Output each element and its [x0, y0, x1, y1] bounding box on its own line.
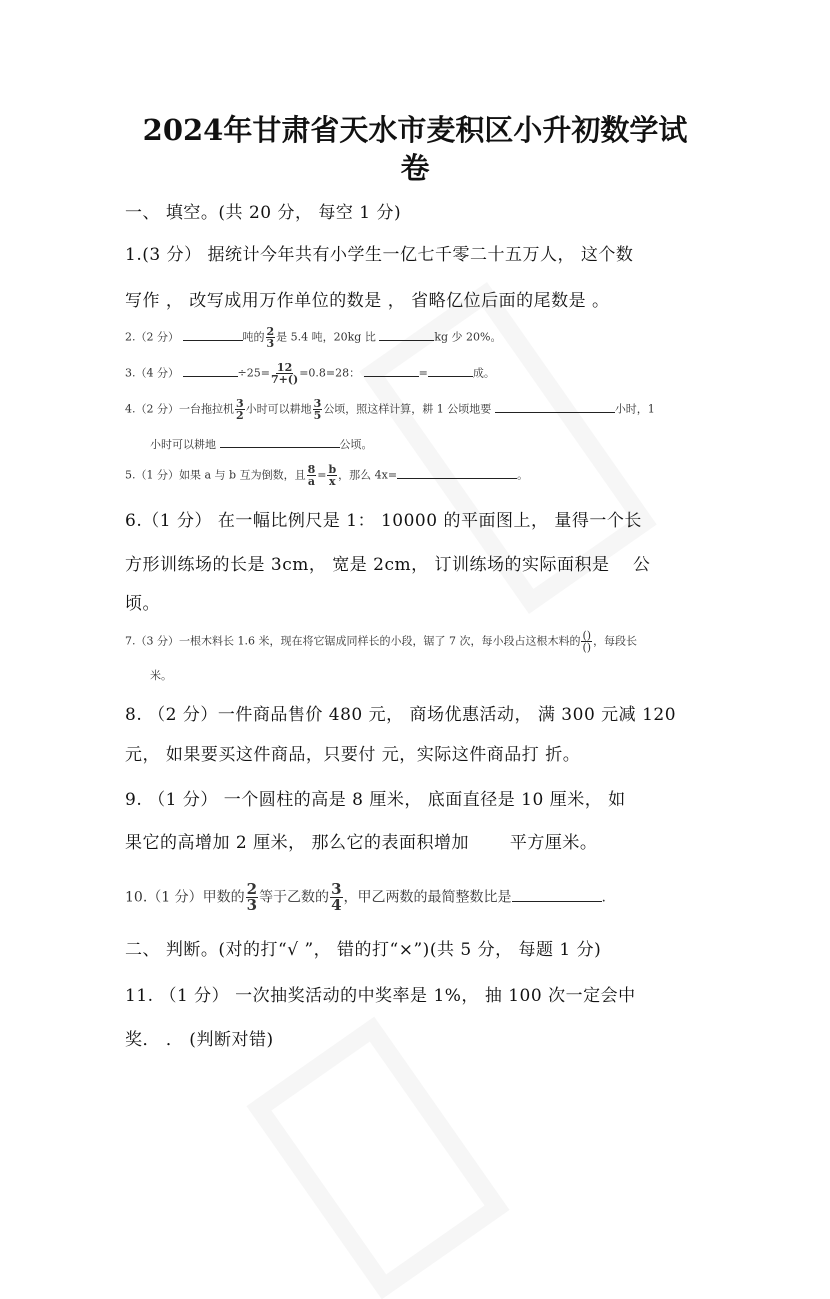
q7-text: 7.（3 分）一根木料长 1.6 米，现在将它锯成同样长的小段，锯了 7 次，每小段占这根木料的	[125, 634, 581, 648]
question-3	[125, 362, 495, 385]
question-9-line1: 9. （1 分） 一个圆柱的高是 8 厘米， 底面直径是 10 厘米， 如	[125, 790, 626, 810]
q2-text: kg 少 20%。	[434, 330, 502, 344]
answer-blank[interactable]	[220, 437, 340, 448]
fraction	[313, 398, 323, 421]
fraction	[307, 464, 317, 487]
question-7-line1	[125, 630, 637, 653]
fraction	[246, 882, 258, 913]
q4-text: 小时可以耕地	[150, 438, 216, 451]
answer-blank[interactable]	[512, 891, 602, 902]
fraction	[330, 882, 342, 913]
page-title-cont: 卷	[400, 151, 430, 185]
question-9-line2: 果它的高增加 2 厘米， 那么它的表面积增加 平方厘米。	[125, 833, 598, 853]
numerator: 3	[331, 880, 342, 898]
question-1-line2: 写作 ， 改写成用万作单位的数是 ， 省略亿位后面的尾数是 。	[125, 291, 610, 311]
denominator: 3	[266, 337, 275, 350]
q7-text: ，每段长	[593, 634, 638, 648]
denominator: ()	[582, 641, 592, 654]
section-heading-fill: 一、 填空。(共 20 分， 每空 1 分)	[125, 203, 402, 223]
fraction	[581, 630, 592, 653]
q3-text: ÷25=	[237, 366, 270, 380]
q3-text: 成。	[472, 366, 495, 380]
denominator: 3	[246, 896, 258, 914]
q5-prefix: 5.（1 分）如果 a 与 b 互为倒数，且	[125, 468, 306, 482]
q4-text: 公顷，照这样计算，耕 1 公顷地要	[323, 402, 492, 416]
answer-blank[interactable]	[183, 330, 243, 341]
question-6-line3: 顷。	[125, 594, 160, 614]
denominator: x	[329, 475, 336, 488]
question-6-line2: 方形训练场的长是 3cm， 宽是 2cm， 订训练场的实际面积是 公	[125, 555, 651, 575]
question-2	[125, 326, 502, 349]
q5-text: =	[317, 468, 327, 482]
watermark	[246, 1017, 509, 1299]
q5-text: ，那么 4x=	[338, 468, 398, 482]
fraction	[327, 464, 337, 487]
question-4-line1	[125, 398, 655, 421]
numerator: 8	[307, 463, 316, 476]
question-5	[125, 464, 528, 487]
question-8-line2: 元， 如果要买这件商品，只要付 元，实际这件商品打 折。	[125, 745, 581, 765]
answer-blank[interactable]	[428, 366, 473, 377]
denominator: 4	[331, 896, 342, 914]
numerator: 2	[246, 880, 258, 898]
answer-blank[interactable]	[397, 468, 517, 479]
question-7-line2: 米。	[150, 669, 172, 682]
answer-blank[interactable]	[364, 366, 419, 377]
fraction	[266, 326, 276, 349]
numerator: 12	[276, 361, 293, 374]
page-title: 2024年甘肃省天水市麦积区小升初数学试	[142, 113, 688, 147]
q4-text: 公顷。	[339, 438, 373, 451]
numerator: b	[328, 463, 337, 476]
answer-blank[interactable]	[379, 330, 434, 341]
answer-blank[interactable]	[495, 402, 615, 413]
numerator: 3	[236, 397, 244, 410]
question-4-line2	[150, 436, 373, 452]
denominator: 2	[236, 409, 244, 422]
denominator: 5	[313, 409, 322, 422]
q4-prefix: 4.（2 分）一台拖拉机	[125, 402, 234, 416]
fraction	[271, 362, 298, 385]
q10-prefix: 10.（1 分）甲数的	[125, 889, 245, 906]
q2-text: 吨的	[242, 330, 265, 344]
question-1-line1: 1.(3 分） 据统计今年共有小学生一亿七千零二十五万人， 这个数	[125, 245, 634, 265]
section-heading-judge: 二、 判断。(对的打“√ ”， 错的打“×”)(共 5 分， 每题 1 分)	[125, 940, 602, 960]
q10-text: .	[601, 889, 606, 906]
question-10	[125, 882, 606, 913]
numerator: 2	[266, 325, 275, 338]
q3-text: =	[418, 366, 428, 380]
q3-prefix: 3.（4 分）	[125, 366, 179, 380]
q4-text: 小时，1	[614, 402, 655, 416]
q5-text: 。	[517, 468, 529, 482]
q3-text: =0.8=28：	[299, 366, 361, 380]
q2-prefix: 2.（2 分）	[125, 330, 179, 344]
numerator: 3	[313, 397, 322, 410]
numerator: ()	[582, 629, 592, 642]
q10-text: ，甲乙两数的最简整数比是	[343, 889, 512, 906]
question-11-line1: 11. （1 分） 一次抽奖活动的中奖率是 1%， 抽 100 次一定会中	[125, 986, 636, 1006]
question-11-line2: 奖． ． (判断对错)	[125, 1030, 274, 1050]
question-8-line1: 8. （2 分）一件商品售价 480 元， 商场优惠活动， 满 300 元减 120	[125, 705, 677, 725]
q4-text: 小时可以耕地	[245, 402, 312, 416]
q2-text: 是 5.4 吨，20kg 比	[276, 330, 376, 344]
answer-blank[interactable]	[183, 366, 238, 377]
fraction	[235, 398, 245, 421]
q10-text: 等于乙数的	[259, 889, 330, 906]
question-6-line1: 6.（1 分） 在一幅比例尺是 1： 10000 的平面图上， 量得一个长	[125, 511, 642, 531]
denominator: 7+()	[270, 373, 299, 386]
denominator: a	[307, 475, 315, 488]
